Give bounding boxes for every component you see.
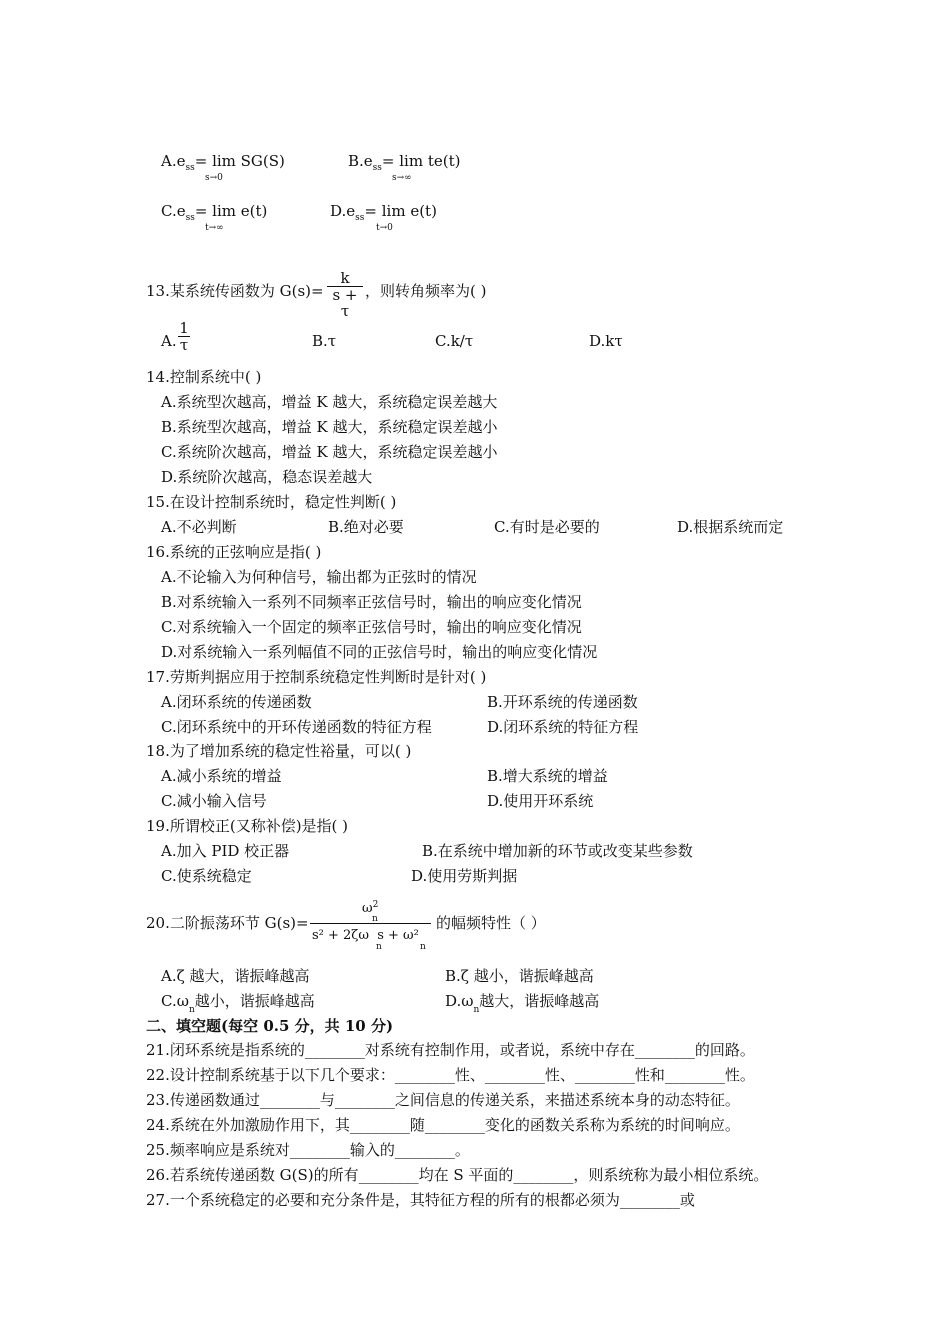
- superscript: 2: [372, 900, 379, 910]
- q14-option-d: D.系统阶次越高，稳态误差越大: [161, 468, 373, 486]
- fraction-bar: [310, 923, 431, 924]
- section-heading: 二、填空题(每空 0.5 分，共 10 分): [146, 1017, 394, 1035]
- option-letter: C.ω: [161, 992, 189, 1010]
- q15-option-d: D.根据系统而定: [677, 518, 784, 536]
- q15-stem: 15.在设计控制系统时，稳定性判断( ): [146, 493, 397, 511]
- q20-stem-post: 的幅频特性（ ）: [436, 914, 546, 932]
- option-letter: D.e: [330, 202, 356, 220]
- q12-option-a: [161, 151, 285, 174]
- q17-option-a: A.闭环系统的传递函数: [161, 693, 312, 711]
- option-letter: C.e: [161, 202, 186, 220]
- q20-fraction: [310, 902, 432, 952]
- numerator: k: [340, 269, 350, 287]
- q18-option-a: A.减小系统的增益: [161, 767, 282, 785]
- subscript: n: [376, 942, 382, 952]
- q13-option-a-letter: A.: [161, 332, 177, 350]
- option-letter: A.e: [161, 152, 186, 170]
- q18-option-b: B.增大系统的增益: [487, 767, 608, 785]
- q13-option-c: C.k/τ: [435, 332, 474, 350]
- q12-option-c-limit: t→∞: [205, 223, 224, 233]
- subscript: n: [372, 914, 378, 924]
- q18-stem: 18.为了增加系统的稳定性裕量，可以( ): [146, 742, 412, 760]
- q19-stem: 19.所谓校正(又称补偿)是指( ): [146, 817, 349, 835]
- q19-option-c: C.使系统稳定: [161, 867, 252, 885]
- subscript: ss: [372, 163, 382, 173]
- q12-option-b: [348, 151, 460, 174]
- option-letter: B.e: [348, 152, 373, 170]
- q12-option-d-limit: t→0: [376, 223, 393, 233]
- q20-option-b: B.ζ 越小，谐振峰越高: [445, 967, 594, 985]
- option-text: 越小，谐振峰越高: [194, 992, 315, 1010]
- subscript: ss: [355, 213, 365, 223]
- q23-fill: 23.传递函数通过________与________之间信息的传递关系，来描述系统本身的动态特征。: [146, 1091, 740, 1109]
- q14-stem: 14.控制系统中( ): [146, 368, 262, 386]
- q14-option-b: B.系统型次越高，增益 K 越大，系统稳定误差越小: [161, 418, 498, 436]
- q14-option-a: A.系统型次越高，增益 K 越大，系统稳定误差越大: [161, 393, 498, 411]
- denominator: τ: [179, 336, 189, 354]
- q17-option-d: D.闭环系统的特征方程: [487, 718, 639, 736]
- q12-option-c: [161, 201, 267, 224]
- omega-symbol: ω: [362, 901, 373, 916]
- q13-option-d: D.kτ: [589, 332, 623, 350]
- subscript: ss: [185, 163, 195, 173]
- q20-option-d: [445, 991, 599, 1014]
- numerator: 1: [179, 319, 189, 337]
- q15-option-c: C.有时是必要的: [494, 518, 600, 536]
- q12-option-b-limit: s→∞: [392, 173, 412, 183]
- q13-stem-post: ，则转角频率为( ): [365, 282, 487, 300]
- q19-option-a: A.加入 PID 校正器: [161, 842, 290, 860]
- q13-option-b: B.τ: [312, 332, 337, 350]
- q13-stem-pre: 13.某系统传函数为 G(s)=: [146, 282, 324, 300]
- q20-option-c: [161, 991, 315, 1014]
- q24-fill: 24.系统在外加激励作用下，其________随________变化的函数关系称为系统的时间响应。: [146, 1116, 740, 1134]
- subscript: n: [473, 1005, 480, 1015]
- q16-option-b: B.对系统输入一系列不同频率正弦信号时，输出的响应变化情况: [161, 593, 582, 611]
- subscript: n: [188, 1005, 195, 1015]
- q25-fill: 25.频率响应是系统对________输入的________。: [146, 1141, 470, 1159]
- q17-option-c: C.闭环系统中的开环传递函数的特征方程: [161, 718, 432, 736]
- q21-fill: 21.闭环系统是指系统的________对系统有控制作用，或者说，系统中存在________的回路。: [146, 1041, 755, 1059]
- q22-fill: 22.设计控制系统基于以下几个要求：________性、________性、________性和________性。: [146, 1066, 755, 1084]
- q12-option-d: [330, 201, 437, 224]
- option-formula: = lim SG(S): [194, 152, 285, 170]
- q12-option-a-limit: s→0: [205, 173, 223, 183]
- q18-option-c: C.减小输入信号: [161, 792, 267, 810]
- denominator: s + τ: [332, 286, 358, 320]
- q26-fill: 26.若系统传递函数 G(S)的所有________均在 S 平面的________，则系统称为最小相位系统。: [146, 1166, 769, 1184]
- q27-fill: 27.一个系统稳定的必要和充分条件是，其特征方程的所有的根都必须为________或: [146, 1191, 695, 1209]
- q20-stem-pre: 20.二阶振荡环节 G(s)=: [146, 914, 309, 932]
- q18-option-d: D.使用开环系统: [487, 792, 594, 810]
- q16-option-a: A.不论输入为何种信号，输出都为正弦时的情况: [161, 568, 477, 586]
- q16-stem: 16.系统的正弦响应是指( ): [146, 543, 322, 561]
- q13-fraction: [327, 270, 363, 319]
- q13-option-a-fraction: [178, 320, 190, 353]
- q20-option-a: A.ζ 越大，谐振峰越高: [161, 967, 310, 985]
- q16-option-d: D.对系统输入一系列幅值不同的正弦信号时，输出的响应变化情况: [161, 643, 598, 661]
- q16-option-c: C.对系统输入一个固定的频率正弦信号时，输出的响应变化情况: [161, 618, 582, 636]
- option-letter: D.ω: [445, 992, 474, 1010]
- q17-stem: 17.劳斯判据应用于控制系统稳定性判断时是针对( ): [146, 668, 487, 686]
- subscript: ss: [185, 213, 195, 223]
- q19-option-d: D.使用劳斯判据: [411, 867, 518, 885]
- q17-option-b: B.开环系统的传递函数: [487, 693, 638, 711]
- denominator: s² + 2ζω s + ω²: [312, 928, 419, 943]
- option-text: 越大，谐振峰越高: [479, 992, 600, 1010]
- option-formula: = lim te(t): [381, 152, 461, 170]
- q14-option-c: C.系统阶次越高，增益 K 越大，系统稳定误差越小: [161, 443, 498, 461]
- q19-option-b: B.在系统中增加新的环节或改变某些参数: [422, 842, 693, 860]
- q15-option-b: B.绝对必要: [328, 518, 404, 536]
- option-formula: = lim e(t): [364, 202, 437, 220]
- q15-option-a: A.不必判断: [161, 518, 237, 536]
- subscript: n: [420, 942, 426, 952]
- option-formula: = lim e(t): [194, 202, 268, 220]
